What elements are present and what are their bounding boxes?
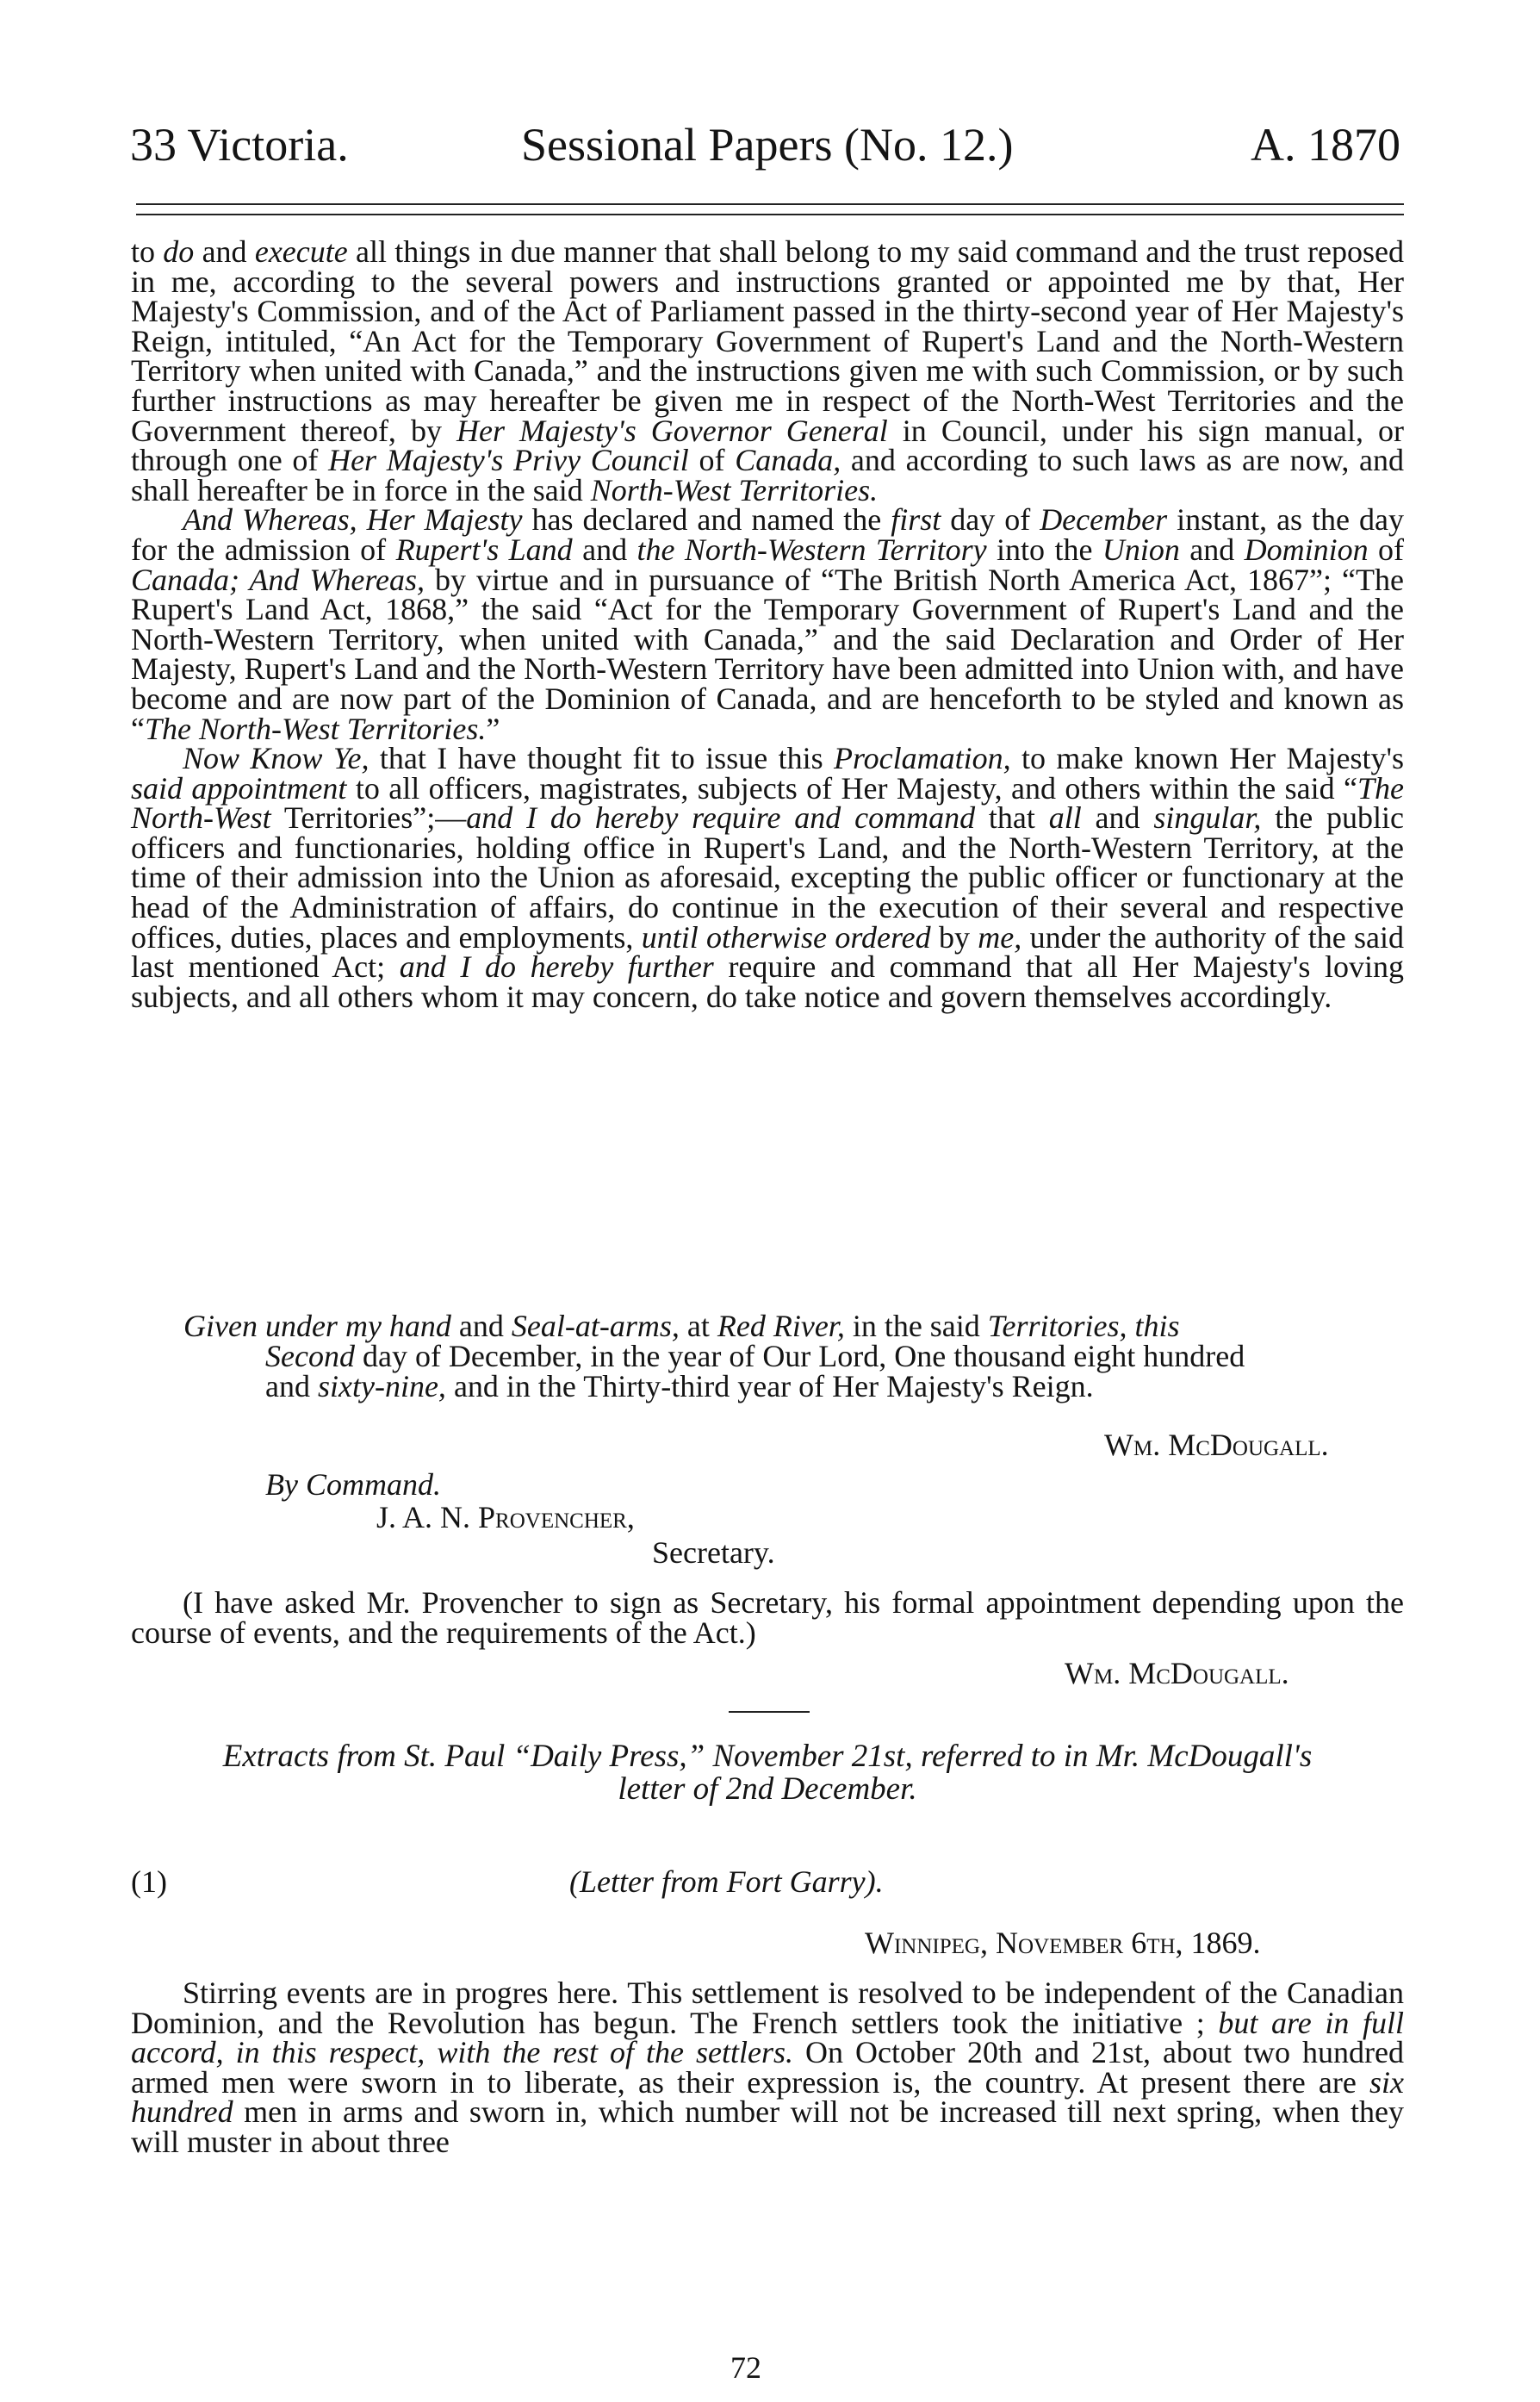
italic-run: The North-West	[131, 770, 1404, 836]
page-number: 72	[730, 2350, 761, 2385]
signature-provencher: J. A. N. Provencher,	[376, 1500, 635, 1534]
italic-run: North-West Territories.	[590, 472, 879, 507]
text-run: into the	[986, 532, 1102, 567]
italic-run: Her Majesty's Privy Council	[328, 443, 689, 478]
text-run: day of December, in the year of Our Lord, One thousand eight hundred	[354, 1339, 1245, 1373]
text-run: of	[1368, 532, 1404, 567]
text-run: and	[572, 532, 637, 567]
letter-dateline-text: Winnipeg, November 6th, 1869.	[865, 1926, 1261, 1960]
italic-run: Union	[1102, 532, 1180, 567]
text-run: require and command that all Her Majesty's loving subjects, and all others whom it may concern, do take notice and govern themselves accordingly.	[131, 949, 1404, 1014]
note-signature: Wm. McDougall.	[1065, 1656, 1289, 1690]
text-run: and in the Thirty-third year of Her Majesty's Reign.	[445, 1369, 1094, 1403]
proclamation-paragraph-1	[131, 234, 1404, 507]
header-rule-top	[136, 203, 1404, 205]
text-run: and	[1179, 532, 1245, 567]
italic-run: but are in full accord, in this respect, with the rest of the settlers.	[131, 2005, 1404, 2070]
letter-paragraph	[131, 1978, 1404, 2157]
italic-run: Rupert's Land	[395, 532, 573, 567]
italic-run: until otherwise ordered	[641, 919, 931, 955]
text-run: instant, as the day for the admission of	[131, 502, 1404, 567]
text-run: and	[1081, 800, 1154, 836]
proclamation-paragraph-2	[131, 502, 1404, 746]
italic-run: sixty-nine,	[317, 1369, 446, 1403]
text-run: to	[131, 234, 164, 269]
header-year: A. 1870	[1251, 119, 1400, 171]
italic-run: said appointment	[131, 770, 347, 806]
text-run: to make known Her Majesty's	[1010, 741, 1404, 776]
by-command: By Command.	[265, 1467, 441, 1502]
secretary-note-text: (I have asked Mr. Provencher to sign as Secretary, his formal appointment depending upon the course of events, and the requirements of the Act.)	[131, 1585, 1404, 1650]
text-run: that	[975, 800, 1049, 836]
italic-run: Proclamation,	[833, 741, 1011, 776]
italic-run: Her Majesty's Governor General	[456, 413, 888, 448]
italic-run: Red River,	[717, 1309, 845, 1343]
italic-run: Canada; And Whereas,	[131, 562, 425, 597]
letter-body	[131, 1978, 1404, 2157]
text-run: On October 20th and 21st, about two hundred armed men were sworn in to liberate, as their expression is, the country. At present there are	[131, 2035, 1404, 2100]
italic-run: And Whereas, Her Majesty	[183, 502, 523, 538]
text-run: and according to such laws as are now, and shall hereafter be in force in the said	[131, 443, 1404, 507]
italic-run: all	[1048, 800, 1082, 836]
text-run: has declared and named the	[522, 502, 891, 538]
header-rule-bottom	[136, 214, 1404, 215]
section-divider	[729, 1711, 810, 1713]
text-run: Stirring events are in progres here. This settlement is resolved to be independent of the Canadian Dominion, and the Revolution has begun. The French settlers took the initiative ;	[131, 1976, 1404, 2040]
italic-run: Seal-at-arms,	[511, 1309, 680, 1343]
given-line-2	[265, 1341, 1245, 1372]
proclamation-body	[131, 234, 1404, 1014]
secretary-note	[131, 1585, 1404, 1650]
header-volume: 33 Victoria.	[130, 119, 349, 171]
text-run: at	[679, 1309, 717, 1343]
italic-run: Given under my hand	[183, 1309, 451, 1343]
text-run: by virtue and in pursuance of “The British North America Act, 1867”; “The Rupert's Land Act, 1868,” the said “Act for the Temporary Government of Rupert's Land and the North-Western Territory, when united with Canada,” and the said Declaration and Order of Her Majesty, Rupert's Land and the North-Western Territory have been admitted into Union with, and have become and are now part of the Dominion of Canada, and are henceforth to be styled and known as “	[131, 562, 1404, 746]
secretary-title: Secretary.	[652, 1535, 775, 1570]
italic-run: and I do hereby require and command	[466, 800, 976, 836]
letter-heading: (Letter from Fort Garry).	[569, 1864, 884, 1899]
italic-run: the North-Western Territory	[636, 532, 987, 567]
given-line-1	[183, 1310, 1180, 1341]
text-run: the public officers and functionaries, holding office in Rupert's Land, and the North-Western Territory, at the time of their admission into the Union as aforesaid, excepting the public officer or functionary at the head of the Administration of affairs, do continue in the execution of their several and respective offices, duties, places and employments,	[131, 800, 1404, 955]
italic-run: Territories, this	[987, 1309, 1180, 1343]
italic-run: Second	[265, 1339, 355, 1373]
italic-run: do	[163, 234, 195, 269]
text-run: and	[450, 1309, 512, 1343]
letter-dateline	[865, 1927, 1261, 1958]
text-run: ”	[486, 711, 500, 746]
text-run: all things in due manner that shall belong to my said command and the trust reposed in me, according to the several powers and instructions granted or appointed me by that, Her Majesty's Commission, and of the Act of Parliament passed in the thirty-second year of Her Majesty's Reign, intituled, “An Act for the Temporary Government of Rupert's Land and the North-Western Territory when united with Canada,” and the instructions given me with such Commission, or by such further instructions as may hereafter be given me in respect of the North-West Territories and the Government thereof, by	[131, 234, 1404, 448]
text-run: by	[930, 919, 978, 955]
text-run: men in arms and sworn in, which number will not be increased till next spring, when they will muster in about three	[131, 2094, 1404, 2159]
extracts-heading-line-1: Extracts from St. Paul “Daily Press,” November 21st, referred to in Mr. McDougall's	[222, 1739, 1313, 1774]
italic-run: December	[1040, 502, 1168, 538]
italic-run: me,	[978, 919, 1022, 955]
proclamation-paragraph-3	[131, 741, 1404, 1014]
text-run: in the said	[844, 1309, 988, 1343]
italic-run: singular,	[1153, 800, 1262, 836]
text-run: under the authority of the said last mentioned Act;	[131, 919, 1404, 985]
text-run: and	[194, 234, 255, 269]
extracts-heading-line-2: letter of 2nd December.	[618, 1771, 917, 1807]
italic-run: The North-West Territories.	[144, 711, 487, 746]
italic-run: and I do hereby further	[399, 949, 714, 985]
italic-run: Dominion	[1244, 532, 1369, 567]
text-run: Territories”;—	[270, 800, 467, 836]
text-run: that I have thought fit to issue this	[369, 741, 834, 776]
italic-run: Now Know Ye,	[183, 741, 369, 776]
italic-run: six hundred	[131, 2064, 1404, 2130]
italic-run: execute	[254, 234, 348, 269]
given-line-3	[265, 1371, 1094, 1402]
extracts-heading	[131, 1740, 1404, 1806]
text-run: to all officers, magistrates, subjects of Her Majesty, and others within the said “	[346, 770, 1357, 806]
header-title: Sessional Papers (No. 12.)	[521, 119, 1014, 171]
text-run: of	[688, 443, 736, 478]
text-run: and	[265, 1369, 318, 1403]
text-run: in Council, under his sign manual, or through one of	[131, 413, 1404, 478]
italic-run: Canada,	[735, 443, 841, 478]
letter-number: (1)	[131, 1864, 167, 1899]
signature-mcdougall: Wm. McDougall.	[1104, 1428, 1329, 1462]
italic-run: first	[891, 502, 941, 538]
text-run: day of	[941, 502, 1040, 538]
